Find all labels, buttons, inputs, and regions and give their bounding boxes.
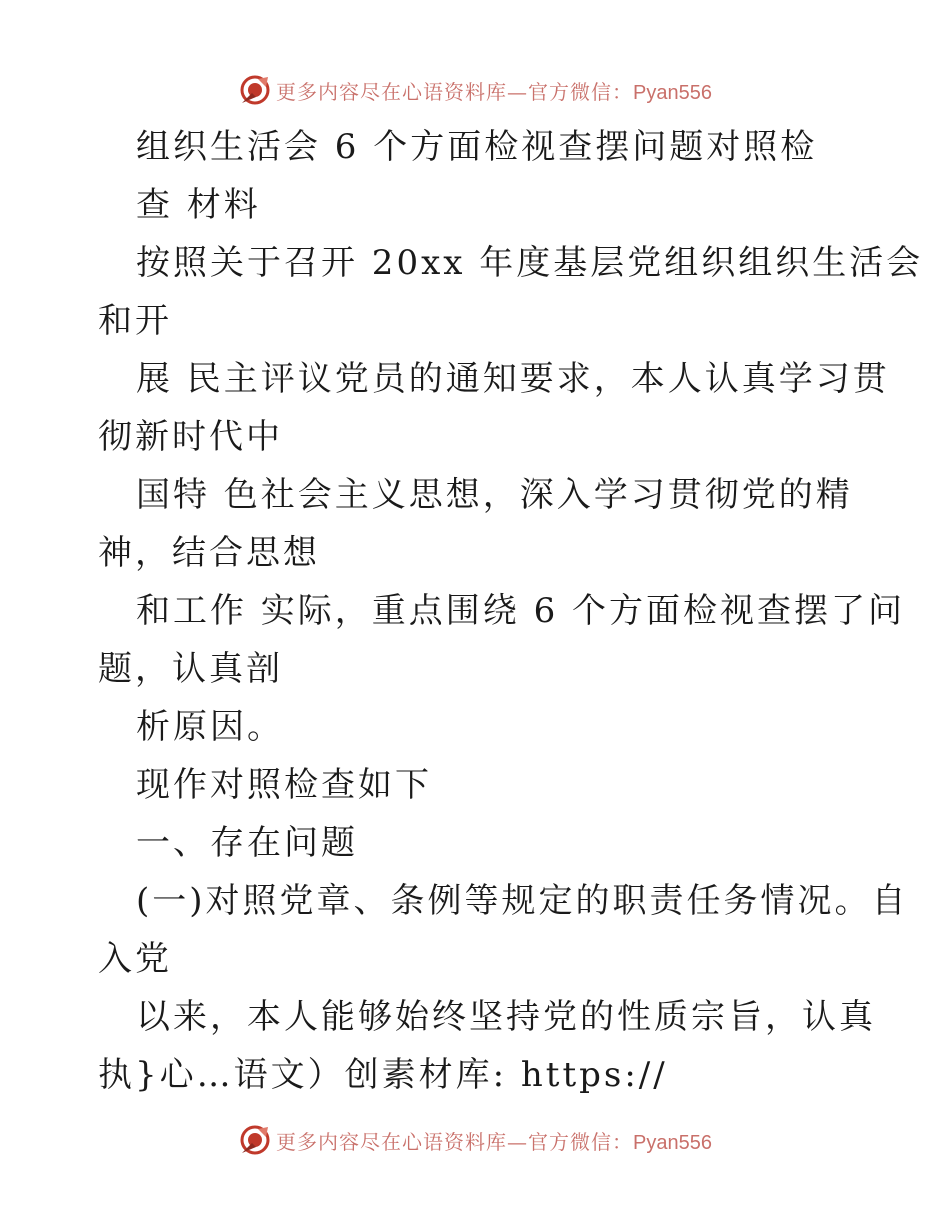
pen-logo-icon: [238, 73, 272, 107]
body-line: 彻新时代中: [98, 417, 283, 457]
body-line: 执}心…语文）创素材库: https://: [98, 1055, 668, 1095]
body-line: 题，认真剖: [98, 649, 283, 689]
body-line: 析原因。: [136, 707, 284, 747]
watermark-wechat-id: Pyan556: [633, 1131, 712, 1154]
body-line: 和开: [98, 301, 172, 341]
watermark-text: [276, 1126, 712, 1155]
watermark-cn: 更多内容尽在心语资料库—官方微信：: [276, 1129, 634, 1154]
title-line-2: 查 材料: [136, 185, 261, 225]
body-line: 现作对照检查如下: [136, 765, 432, 805]
body-line: 神，结合思想: [98, 533, 320, 573]
watermark-wechat-id: Pyan556: [633, 81, 712, 104]
section-heading: 一、存在问题: [136, 823, 358, 863]
title-line-1: 组织生活会 6 个方面检视查摆问题对照检: [136, 127, 818, 167]
body-line: 入党: [98, 939, 172, 979]
body-line: 按照关于召开 20xx 年度基层党组织组织生活会: [136, 243, 924, 283]
header-watermark: [0, 70, 950, 110]
watermark-text: [276, 76, 712, 105]
footer-watermark: [0, 1120, 950, 1160]
watermark-cn: 更多内容尽在心语资料库—官方微信：: [276, 79, 634, 104]
body-line: 以来，本人能够始终坚持党的性质宗旨，认真: [136, 997, 876, 1037]
body-line: 展 民主评议党员的通知要求，本人认真学习贯: [136, 359, 890, 399]
subsection-line: (一)对照党章、条例等规定的职责任务情况。自: [136, 881, 909, 921]
pen-logo-icon: [238, 1123, 272, 1157]
body-line: 国特 色社会主义思想，深入学习贯彻党的精: [136, 475, 853, 515]
body-line: 和工作 实际，重点围绕 6 个方面检视查摆了问: [136, 591, 906, 631]
